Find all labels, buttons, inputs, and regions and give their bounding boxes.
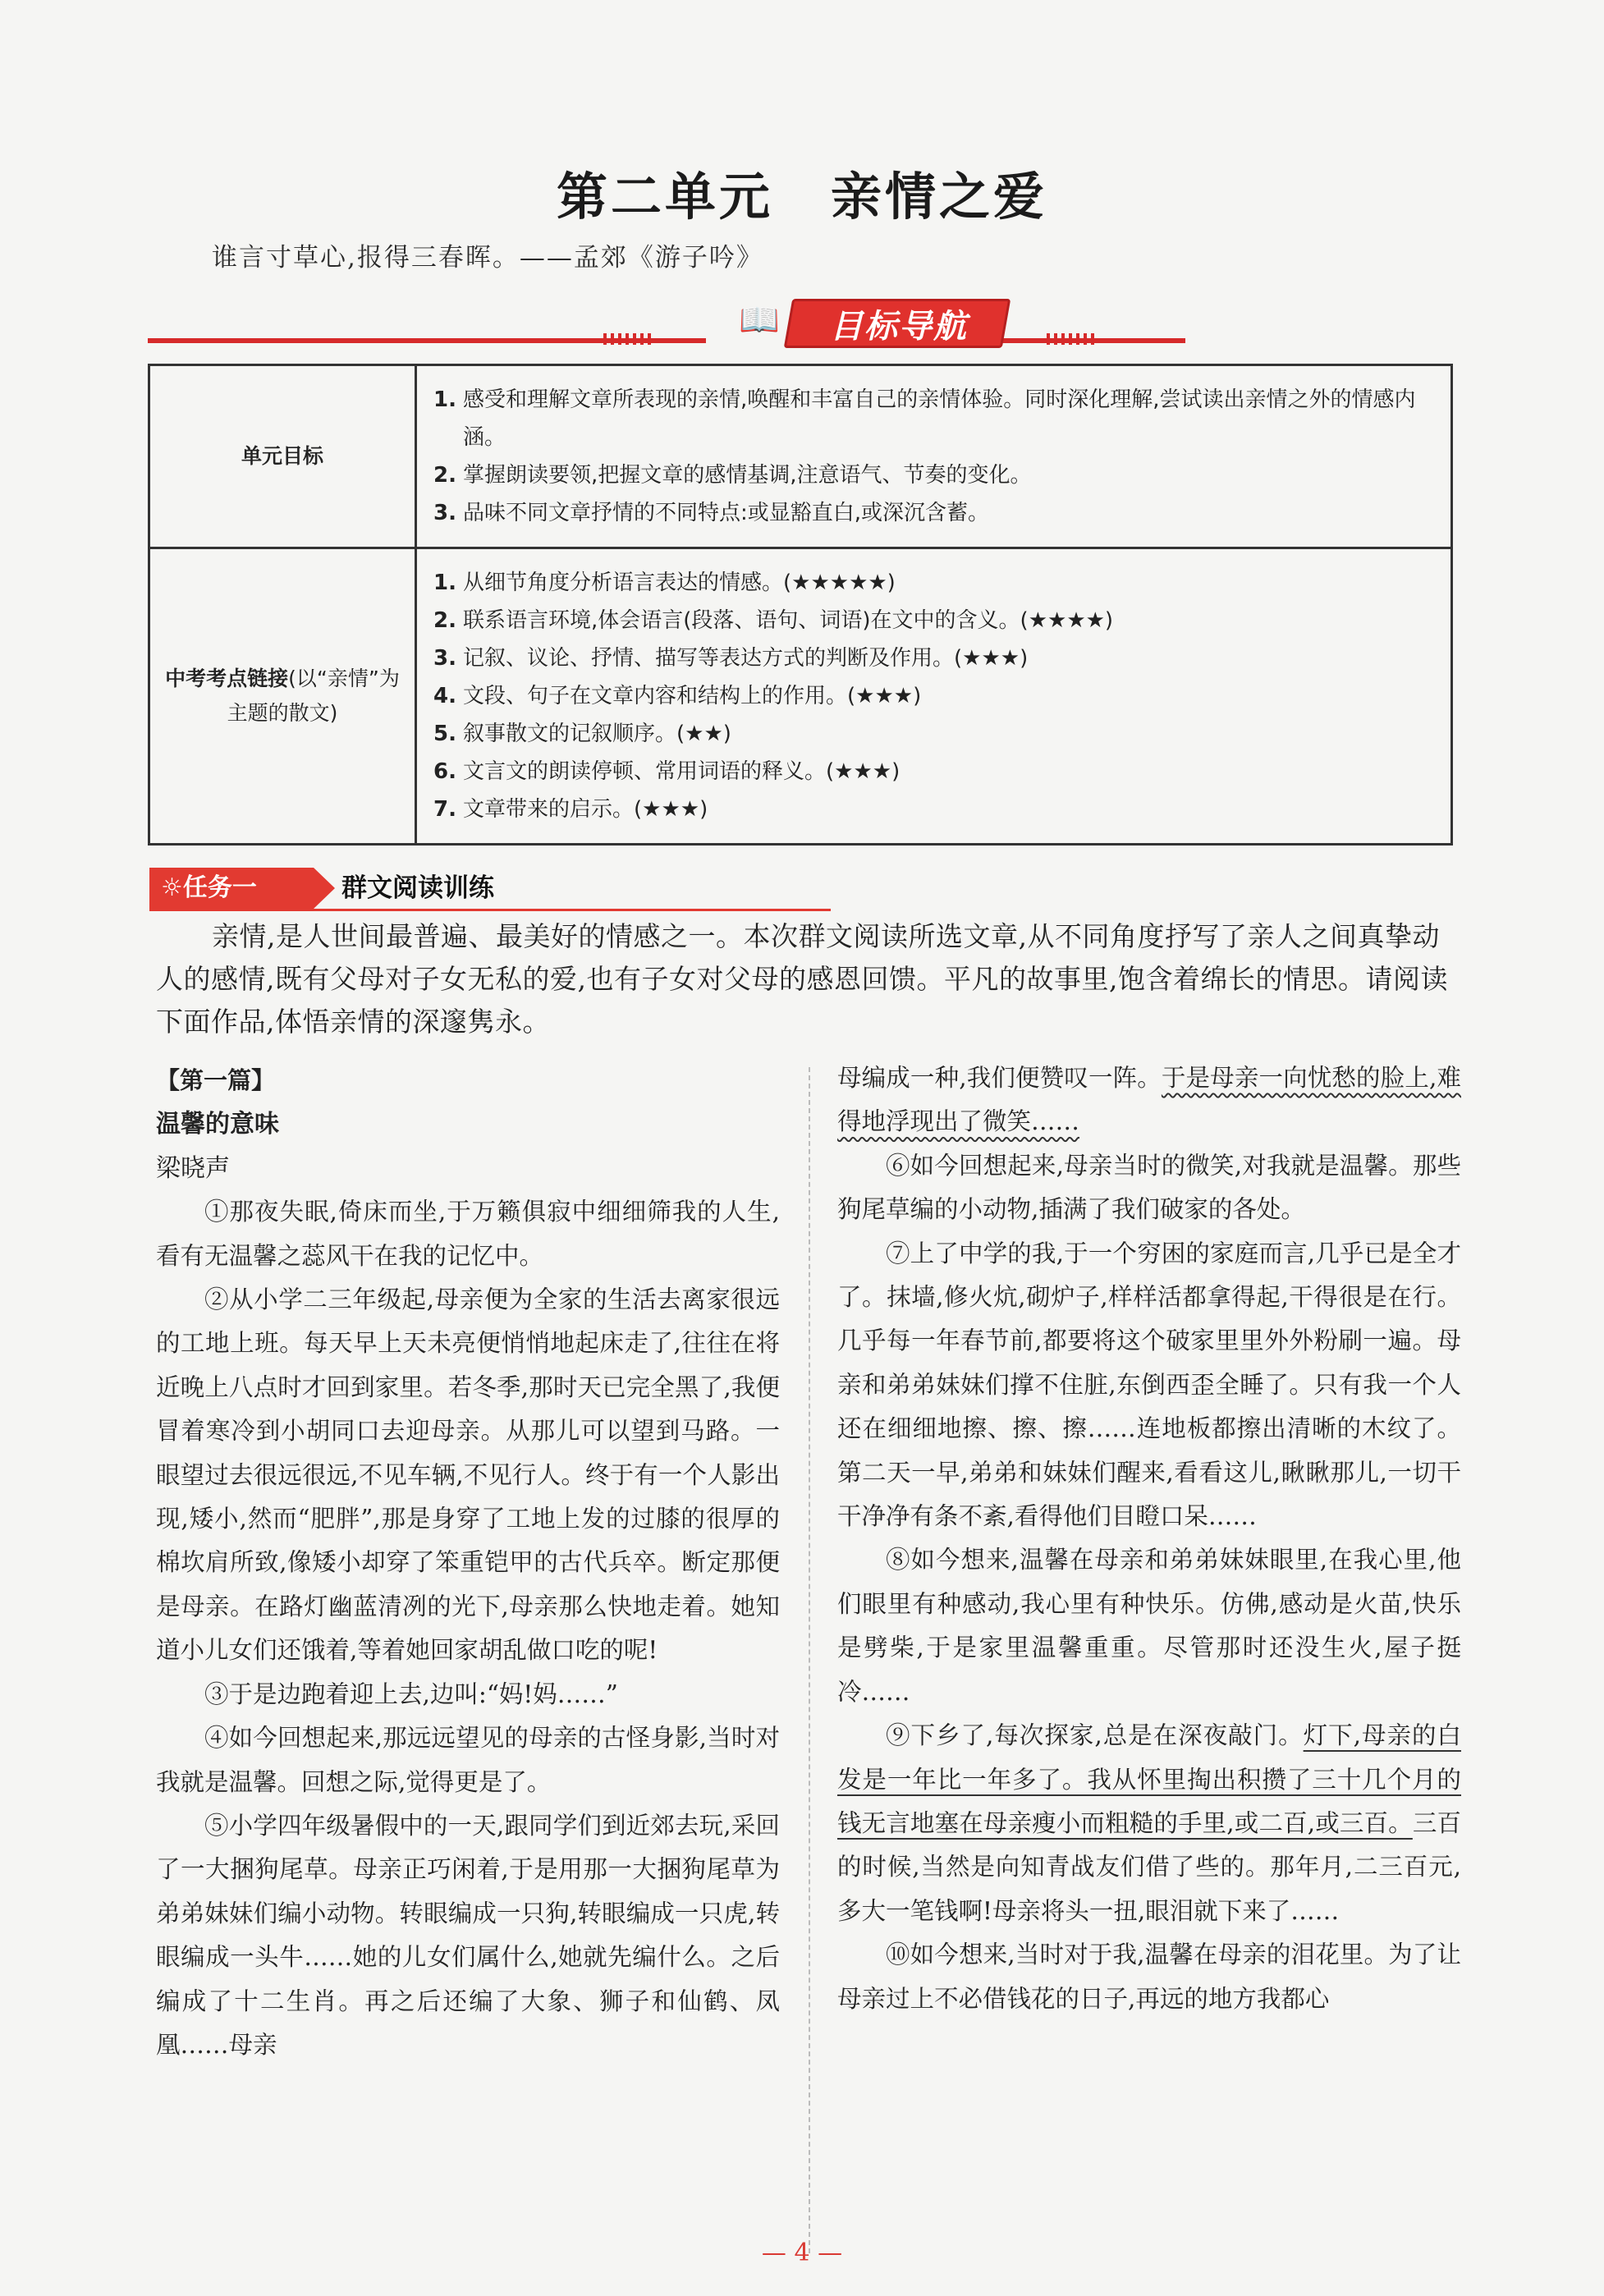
article-column-left <box>156 1059 780 2067</box>
goals-row1-label: 单元目标 <box>149 365 416 548</box>
exam-point-item: 4. 文段、句子在文章内容和结构上的作用。(★★★) <box>433 684 922 708</box>
column-divider <box>809 1067 810 2253</box>
task-tab: ☼任务一 <box>149 868 314 909</box>
article-title: 温馨的意味 <box>156 1110 279 1139</box>
paragraph-6: ⑥如今回想起来,母亲当时的微笑,对我就是温馨。那些狗尾草编的小动物,插满了我们破家的各处。 <box>837 1151 1461 1224</box>
underlined-sentence: 灯下,母亲的白发是一年比一年多了。我从怀里掏出积攒了三十几个月的钱无言地塞在母亲瘦小而粗糙的手里,或二百,或三百。 <box>837 1721 1461 1837</box>
article-author: 梁晓声 <box>156 1153 230 1183</box>
book-icon: 📖 <box>739 301 780 339</box>
section-label: 【第一篇】 <box>156 1066 276 1094</box>
goals-row1-content <box>416 365 1452 548</box>
exam-point-item: 2. 联系语言环境,体会语言(段落、语句、词语)在文中的含义。(★★★★) <box>433 608 1114 633</box>
exam-point-item: 6. 文言文的朗读停顿、常用词语的释义。(★★★) <box>433 759 901 784</box>
goals-table <box>148 364 1453 846</box>
goals-row-exam <box>149 548 1452 845</box>
paragraph-2: ②从小学二三年级起,母亲便为全家的生活去离家很远的工地上班。每天早上天未亮便悄悄地起床走了,往往在将近晚上八点时才回到家里。若冬季,那时天已完全黑了,我便冒着寒冷到小胡同口去迎母亲。从那儿可以望到马路。一眼望过去很远很远,不见车辆,不见行人。终于有一个人影出现,矮小,然而“肥胖”,那是身穿了工地上发的过膝的很厚的棉坎肩所致,像矮小却穿了笨重铠甲的古代兵卒。断定那便是母亲。在路灯幽蓝清冽的光下,母亲那么快地走着。她知道小儿女们还饿着,等着她回家胡乱做口吃的呢! <box>156 1285 780 1665</box>
goals-row2-label: 中考考点链接(以“亲情”为主题的散文) <box>149 548 416 845</box>
paragraph-5: ⑤小学四年级暑假中的一天,跟同学们到近郊去玩,采回了一大捆狗尾草。母亲正巧闲着,于是用那一大捆狗尾草为弟弟妹妹们编小动物。转眼编成一只狗,转眼编成一只虎,转眼编成一头牛……她的儿女们属什么,她就先编什么。之后编成了十二生肖。再之后还编了大象、狮子和仙鹤、凤凰……母亲 <box>156 1811 780 2059</box>
paragraph-1: ①那夜失眠,倚床而坐,于万籁俱寂中细细筛我的人生,看有无温馨之蕊风干在我的记忆中。 <box>156 1198 780 1270</box>
article-column-right <box>837 1056 1461 2021</box>
task-name: 群文阅读训练 <box>341 873 494 903</box>
unit-theme: 亲情之爱 <box>831 167 1048 227</box>
exam-point-item: 5. 叙事散文的记叙顺序。(★★) <box>433 722 731 746</box>
paragraph-8: ⑧如今想来,温馨在母亲和弟弟妹妹眼里,在我心里,他们眼里有种感动,我心里有种快乐。仿佛,感动是火苗,快乐是劈柴,于是家里温馨重重。尽管那时还没生火,屋子挺冷…… <box>837 1546 1461 1706</box>
paragraph-5-continued: 母编成一种,我们便赞叹一阵。于是母亲一向忧愁的脸上,难得地浮现出了微笑…… <box>837 1064 1461 1136</box>
goals-row2-content <box>416 548 1452 845</box>
goal-item: 3. 品味不同文章抒情的不同特点:或显豁直白,或深沉含蓄。 <box>433 501 990 525</box>
paragraph-7: ⑦上了中学的我,于一个穷困的家庭而言,几乎已是全才了。抹墙,修火炕,砌炉子,样样活都拿得起,干得很是在行。几乎每一年春节前,都要将这个破家里里外外粉刷一遍。母亲和弟弟妹妹们撑不住脏,东倒西歪全睡了。只有我一个人还在细细地擦、擦、擦……连地板都擦出清晰的木纹了。第二天一早,弟弟和妹妹们醒来,看看这儿,瞅瞅那儿,一切干干净净有条不紊,看得他们目瞪口呆…… <box>837 1239 1461 1531</box>
unit-number: 第二单元 <box>556 167 773 227</box>
task-header <box>149 868 888 910</box>
banner-stripes-left <box>603 333 653 345</box>
paragraph-10: ⑩如今想来,当时对于我,温馨在母亲的泪花里。为了让母亲过上不必借钱花的日子,再远的地方我都心 <box>837 1941 1461 2013</box>
exam-point-item: 7. 文章带来的启示。(★★★) <box>433 797 708 822</box>
goal-item: 1. 感受和理解文章所表现的亲情,唤醒和丰富自己的亲情体验。同时深化理解,尝试读出亲情之外的情感内涵。 <box>433 387 1416 450</box>
unit-title <box>0 156 1604 229</box>
exam-point-item: 3. 记叙、议论、抒情、描写等表达方式的判断及作用。(★★★) <box>433 646 1029 671</box>
wavy-underlined-sentence: 于是母亲一向忧愁的脸上,难得地浮现出了微笑…… <box>837 1064 1461 1136</box>
paragraph-9: ⑨下乡了,每次探家,总是在深夜敲门。灯下,母亲的白发是一年比一年多了。我从怀里掏出积攒了三十几个月的钱无言地塞在母亲瘦小而粗糙的手里,或二百,或三百。三百的时候,当然是向知青战友们借了些的。那年月,二三百元,多大一笔钱啊!母亲将头一扭,眼泪就下来了…… <box>837 1721 1461 1925</box>
task-underline <box>149 909 831 911</box>
paragraph-4: ④如今回想起来,那远远望见的母亲的古怪身影,当时对我就是温馨。回想之际,觉得更是了。 <box>156 1724 780 1796</box>
paragraph-3: ③于是边跑着迎上去,边叫:“妈!妈……” <box>204 1680 618 1708</box>
goal-badge <box>648 296 1059 346</box>
unit-epigraph: 谁言寸草心,报得三春晖。——孟郊《游子吟》 <box>212 243 763 273</box>
goal-banner <box>148 296 1185 353</box>
badge-label: 目标导航 <box>830 308 968 346</box>
page-number: — 4 — <box>761 2239 843 2267</box>
goals-row-unit <box>149 365 1452 548</box>
goal-item: 2. 掌握朗读要领,把握文章的感情基调,注意语气、节奏的变化。 <box>433 463 1032 488</box>
task-intro: 亲情,是人世间最普遍、最美好的情感之一。本次群文阅读所选文章,从不同角度抒写了亲人之间真挚动人的感情,既有父母对子女无私的爱,也有子女对父母的感恩回馈。平凡的故事里,饱含着绵长的情思。请阅读下面作品,体悟亲情的深邃隽永。 <box>156 920 1448 1038</box>
exam-point-item: 1. 从细节角度分析语言表达的情感。(★★★★★) <box>433 571 896 595</box>
